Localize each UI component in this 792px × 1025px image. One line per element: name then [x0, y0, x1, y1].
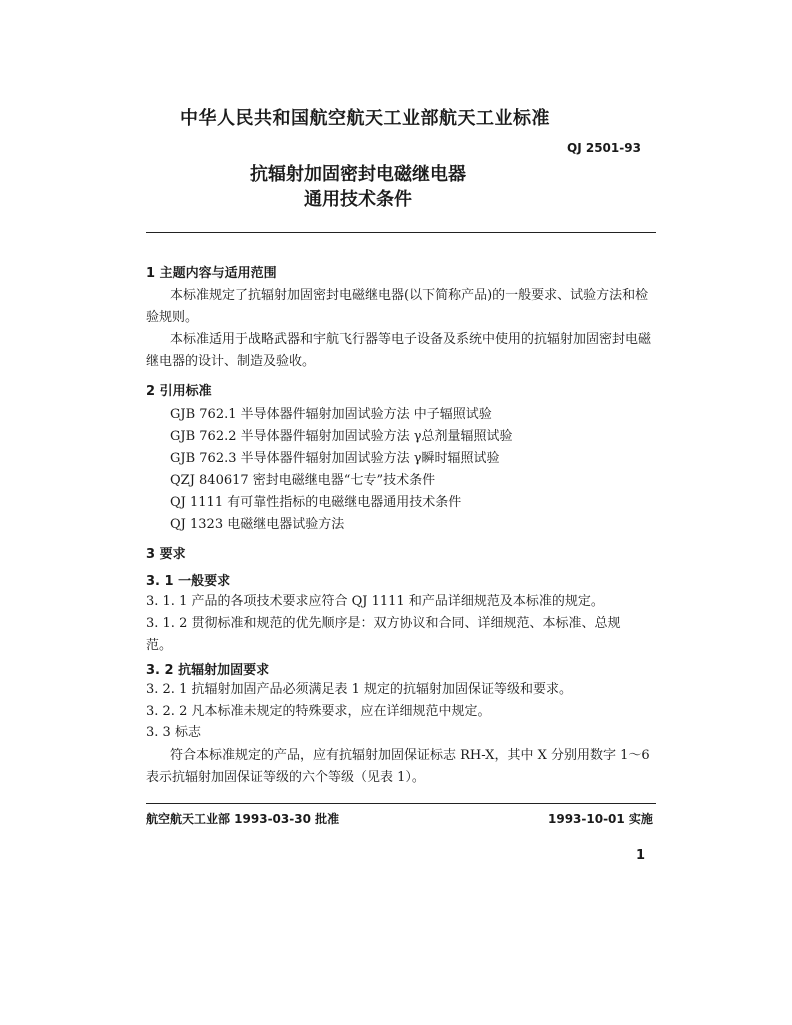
- reference-item: QJ 1323 电磁继电器试验方法: [170, 517, 345, 532]
- section-1-para2-line2: 继电器的设计、制造及验收。: [146, 354, 316, 369]
- section-3-2-2: 3. 2. 2 凡本标准未规定的特殊要求，应在详细规范中规定。: [146, 704, 491, 719]
- reference-item: QZJ 840617 密封电磁继电器“七专”技术条件: [170, 473, 436, 488]
- header-divider: [146, 232, 656, 233]
- section-3-heading: 3 要求: [146, 547, 186, 562]
- section-1-para1-line1: 本标准规定了抗辐射加固密封电磁继电器(以下简称产品)的一般要求、试验方法和检: [170, 288, 649, 303]
- reference-item: GJB 762.3 半导体器件辐射加固试验方法 γ瞬时辐照试验: [170, 451, 500, 466]
- section-1-heading: 1 主题内容与适用范围: [146, 266, 277, 281]
- reference-item: QJ 1111 有可靠性指标的电磁继电器通用技术条件: [170, 495, 462, 510]
- section-3-3-para-line1: 符合本标准规定的产品，应有抗辐射加固保证标志 RH-X，其中 X 分别用数字 1～6: [170, 748, 650, 763]
- section-3-1-heading: 3. 1 一般要求: [146, 574, 231, 589]
- org-title: 中华人民共和国航空航天工业部航天工业标准: [180, 108, 550, 129]
- document-title-line2: 通用技术条件: [304, 189, 412, 210]
- section-1-para2-line1: 本标准适用于战略武器和宇航飞行器等电子设备及系统中使用的抗辐射加固密封电磁: [170, 332, 652, 347]
- standard-number: QJ 2501-93: [567, 141, 641, 155]
- effective-date: 1993-10-01 实施: [548, 812, 653, 826]
- page-number: 1: [636, 848, 646, 863]
- reference-item: GJB 762.2 半导体器件辐射加固试验方法 γ总剂量辐照试验: [170, 429, 513, 444]
- footer-divider: [146, 803, 656, 804]
- reference-item: GJB 762.1 半导体器件辐射加固试验方法 中子辐照试验: [170, 407, 492, 422]
- document-title-line1: 抗辐射加固密封电磁继电器: [250, 164, 466, 185]
- section-3-2-1: 3. 2. 1 抗辐射加固产品必须满足表 1 规定的抗辐射加固保证等级和要求。: [146, 682, 573, 697]
- section-1-para1-line2: 验规则。: [146, 310, 199, 325]
- section-3-3-heading: 3. 3 标志: [146, 725, 201, 740]
- section-2-heading: 2 引用标准: [146, 384, 212, 399]
- section-3-2-heading: 3. 2 抗辐射加固要求: [146, 663, 270, 678]
- approval-date: 航空航天工业部 1993-03-30 批准: [146, 812, 340, 826]
- section-3-1-2-line2: 范。: [146, 638, 173, 653]
- section-3-1-2-line1: 3. 1. 2 贯彻标准和规范的优先顺序是：双方协议和合同、详细规范、本标准、总规: [146, 616, 621, 631]
- section-3-1-1: 3. 1. 1 产品的各项技术要求应符合 QJ 1111 和产品详细规范及本标准的规定。: [146, 594, 604, 609]
- section-3-3-para-line2: 表示抗辐射加固保证等级的六个等级（见表 1）。: [146, 770, 425, 785]
